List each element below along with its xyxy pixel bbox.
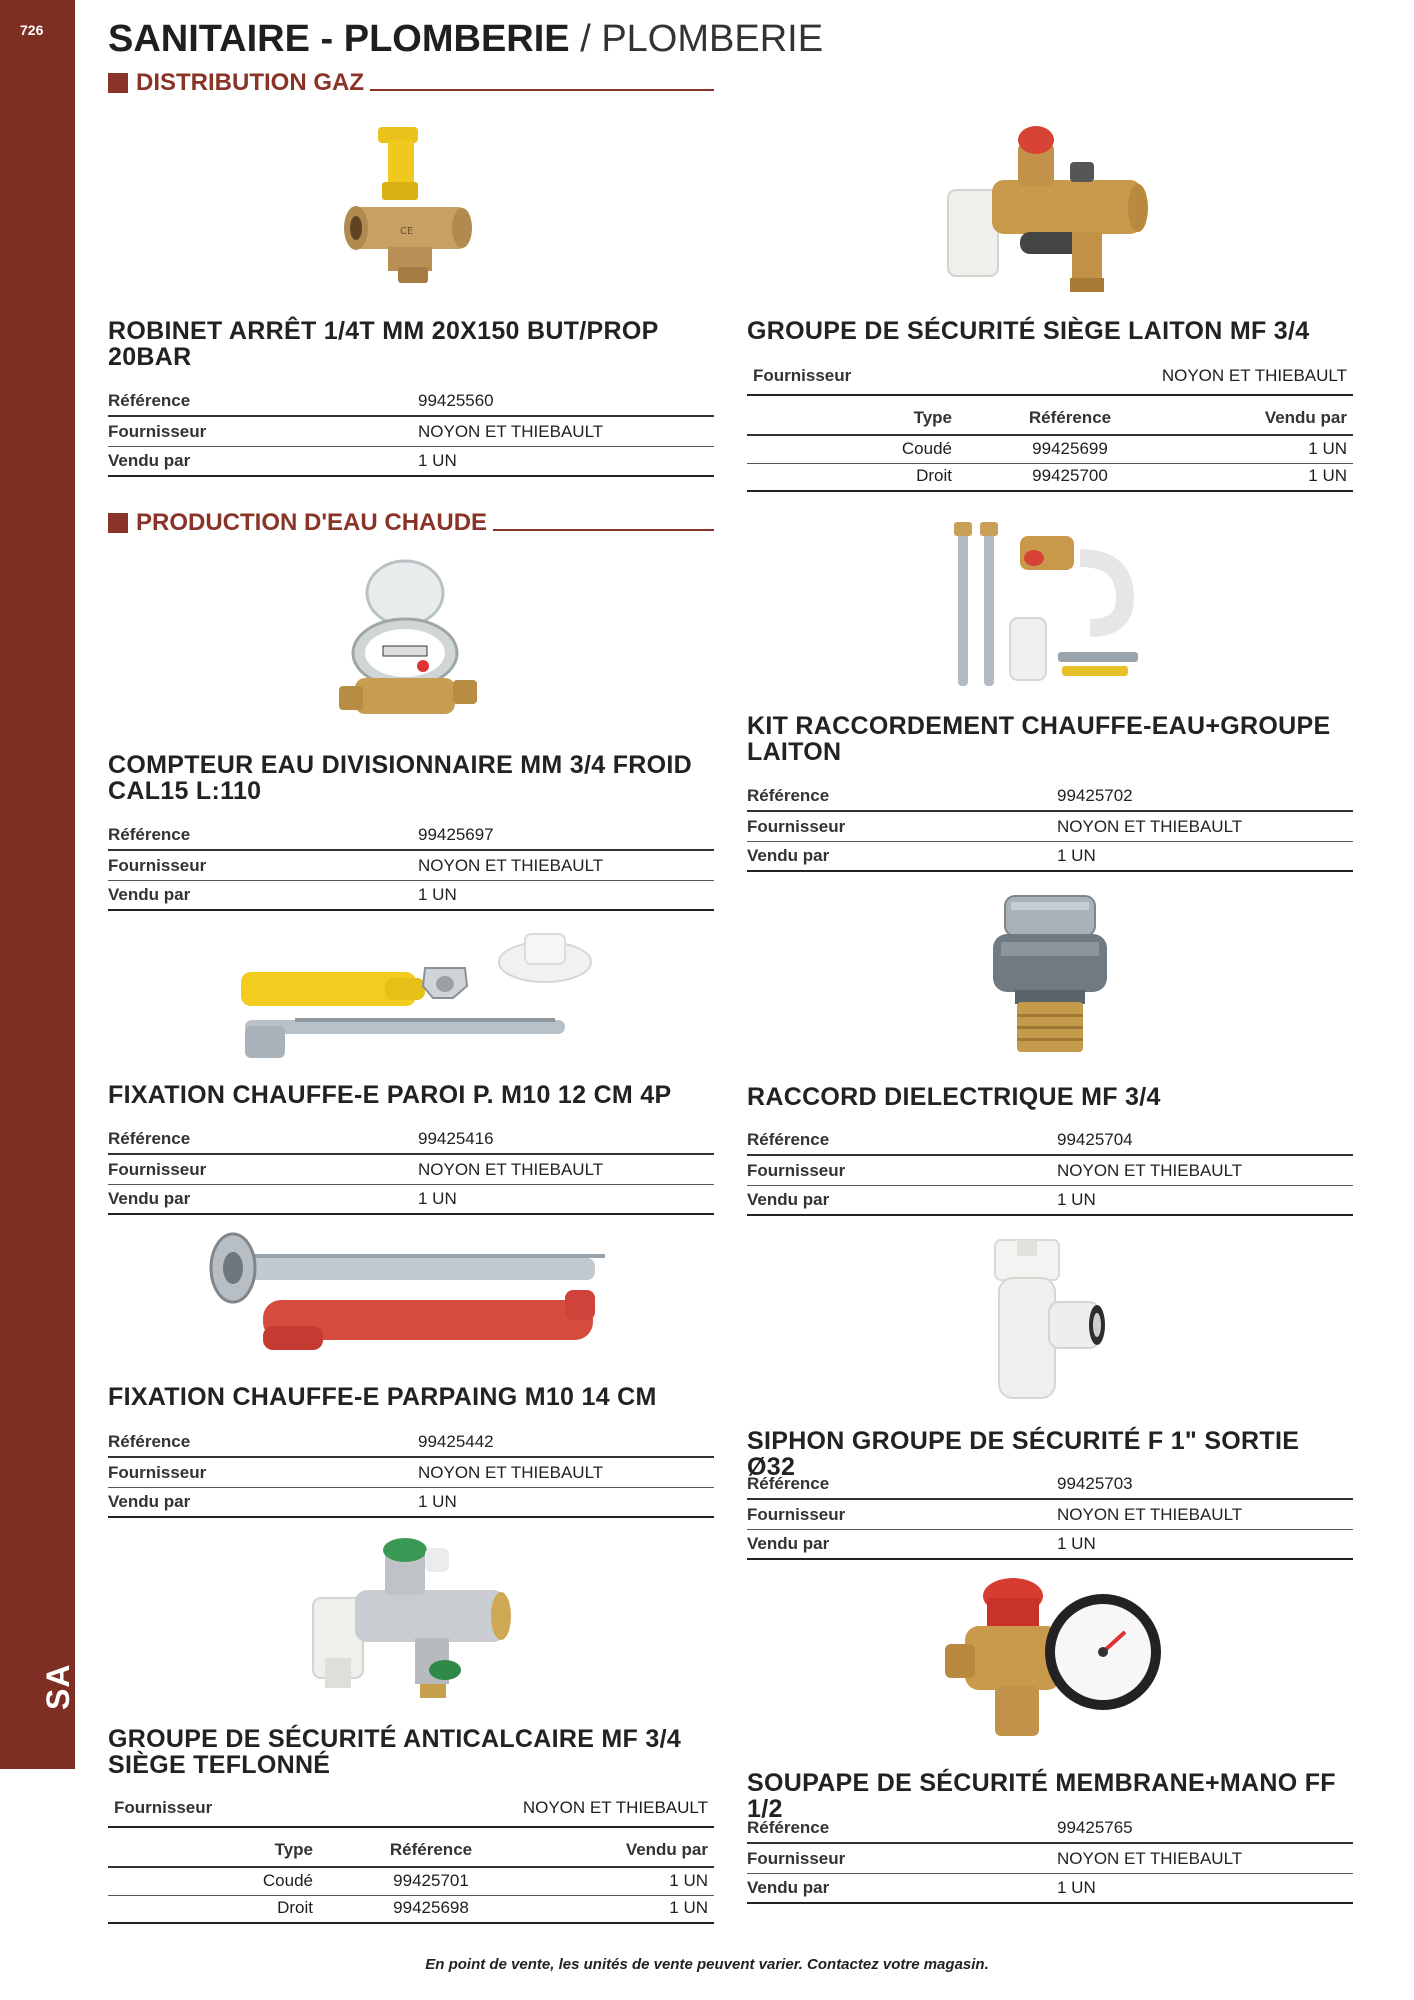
cell-vendu-par: 1 UN (669, 1871, 708, 1890)
spec-row-reference (108, 387, 714, 417)
spec-value-reference: 99425416 (418, 1129, 494, 1148)
spec-value-fournisseur: NOYON ET THIEBAULT (1057, 1505, 1243, 1524)
spec-value-vendu-par: 1 UN (1057, 1534, 1096, 1553)
spec-value-fournisseur: NOYON ET THIEBAULT (418, 1160, 604, 1179)
spec-row-reference (108, 1428, 714, 1458)
spec-row-reference (108, 1125, 714, 1155)
cell-reference: 99425698 (393, 1898, 469, 1917)
section-tab: SA (40, 1663, 76, 1710)
spec-value-fournisseur: NOYON ET THIEBAULT (1057, 1161, 1243, 1180)
column-header-reference: Référence (1028, 408, 1112, 427)
spec-label-fournisseur: Fournisseur (747, 1849, 846, 1868)
soupape-image (935, 1574, 1165, 1749)
cell-type: Coudé (901, 439, 952, 458)
spec-row-vendu-par (747, 1874, 1353, 1904)
variant-value-fournisseur: NOYON ET THIEBAULT (1161, 366, 1347, 385)
section-heading-eau-chaude (108, 508, 714, 538)
spec-value-vendu-par: 1 UN (1057, 1190, 1096, 1209)
cell-type: Coudé (262, 1871, 313, 1890)
table-row (747, 436, 1353, 464)
spec-value-reference: 99425765 (1057, 1818, 1133, 1837)
spec-row-reference (747, 1126, 1353, 1156)
variant-table-header (108, 1828, 714, 1868)
spec-value-vendu-par: 1 UN (418, 1492, 457, 1511)
spec-label-reference: Référence (108, 1432, 191, 1451)
spec-value-reference: 99425697 (418, 825, 494, 844)
cell-vendu-par: 1 UN (1308, 439, 1347, 458)
variant-supplier-row (747, 362, 1353, 396)
footer-note: En point de vente, les unités de vente peuvent varier. Contactez votre magasin. (425, 1956, 989, 1973)
spec-value-vendu-par: 1 UN (418, 885, 457, 904)
spec-table-kit (747, 782, 1353, 872)
cell-type: Droit (916, 466, 952, 485)
spec-label-reference: Référence (747, 1474, 830, 1493)
table-row (747, 464, 1353, 492)
variant-label-fournisseur: Fournisseur (114, 1798, 213, 1817)
svg-text:CE: CE (400, 226, 414, 237)
spec-value-fournisseur: NOYON ET THIEBAULT (418, 1463, 604, 1482)
spec-value-reference: 99425702 (1057, 786, 1133, 805)
product-title-groupe-laiton: GROUPE DE SÉCURITÉ SIÈGE LAITON MF 3/4 (747, 317, 1310, 345)
spec-row-vendu-par (747, 1186, 1353, 1216)
spec-value-vendu-par: 1 UN (418, 1189, 457, 1208)
product-title-fixation-parpaing: FIXATION CHAUFFE-E PARPAING M10 14 CM (108, 1383, 657, 1411)
product-title-compteur: COMPTEUR EAU DIVISIONNAIRE MM 3/4 FROID CAL15 L:110 (108, 751, 692, 805)
spec-value-vendu-par: 1 UN (1057, 846, 1096, 865)
variant-label-fournisseur: Fournisseur (753, 366, 852, 385)
raccord-image (985, 890, 1115, 1060)
page-title (108, 18, 823, 61)
spec-table-siphon (747, 1470, 1353, 1560)
spec-table-robinet (108, 387, 714, 477)
spec-value-reference: 99425704 (1057, 1130, 1133, 1149)
spec-label-vendu-par: Vendu par (108, 1492, 191, 1511)
spec-table-fixation-paroi (108, 1125, 714, 1215)
spec-label-vendu-par: Vendu par (108, 1189, 191, 1208)
spec-row-fournisseur (747, 812, 1353, 842)
product-title-raccord: RACCORD DIELECTRIQUE MF 3/4 (747, 1083, 1161, 1111)
spec-label-fournisseur: Fournisseur (108, 1160, 207, 1179)
product-title-groupe-anticalcaire: GROUPE DE SÉCURITÉ ANTICALCAIRE MF 3/4 SIÈGE TEFLONNÉ (108, 1725, 682, 1779)
spec-label-fournisseur: Fournisseur (747, 817, 846, 836)
spec-table-compteur (108, 821, 714, 911)
spec-label-vendu-par: Vendu par (747, 1878, 830, 1897)
spec-value-fournisseur: NOYON ET THIEBAULT (418, 856, 604, 875)
spec-value-reference: 99425442 (418, 1432, 494, 1451)
table-row (108, 1868, 714, 1896)
siphon-image (985, 1234, 1115, 1409)
page-title-main: SANITAIRE - PLOMBERIE (108, 18, 570, 60)
column-header-type: Type (913, 408, 952, 427)
spec-row-fournisseur (108, 851, 714, 881)
spec-table-soupape (747, 1814, 1353, 1904)
spec-label-reference: Référence (747, 786, 830, 805)
section-heading-text: DISTRIBUTION GAZ (136, 69, 364, 96)
section-rule (493, 529, 714, 531)
variant-table-groupe-laiton (747, 362, 1353, 492)
spec-row-vendu-par (747, 1530, 1353, 1560)
cell-reference: 99425701 (393, 1871, 469, 1890)
spec-label-fournisseur: Fournisseur (108, 1463, 207, 1482)
spec-row-reference (747, 782, 1353, 812)
spec-row-vendu-par (747, 842, 1353, 872)
spec-value-fournisseur: NOYON ET THIEBAULT (1057, 817, 1243, 836)
product-title-robinet: ROBINET ARRÊT 1/4T MM 20X150 BUT/PROP 20BAR (108, 317, 659, 371)
variant-table-groupe-anticalcaire (108, 1794, 714, 1924)
cell-vendu-par: 1 UN (1308, 466, 1347, 485)
spec-row-vendu-par (108, 1488, 714, 1518)
spec-value-reference: 99425560 (418, 391, 494, 410)
product-title-soupape: SOUPAPE DE SÉCURITÉ MEMBRANE+MANO FF 1/2 (747, 1769, 1336, 1823)
spec-label-vendu-par: Vendu par (108, 451, 191, 470)
product-title-siphon: SIPHON GROUPE DE SÉCURITÉ F 1" SORTIE Ø32 (747, 1427, 1300, 1481)
spec-row-fournisseur (747, 1844, 1353, 1874)
spec-label-vendu-par: Vendu par (747, 1534, 830, 1553)
variant-table-header (747, 396, 1353, 436)
spec-label-reference: Référence (747, 1130, 830, 1149)
robinet-image (340, 122, 480, 297)
cell-reference: 99425700 (1032, 466, 1108, 485)
spec-row-reference (108, 821, 714, 851)
column-header-type: Type (274, 1840, 313, 1859)
spec-row-fournisseur (108, 417, 714, 447)
spec-label-fournisseur: Fournisseur (108, 856, 207, 875)
spec-label-reference: Référence (108, 1129, 191, 1148)
cell-vendu-par: 1 UN (669, 1898, 708, 1917)
spec-row-vendu-par (108, 881, 714, 911)
variant-supplier-row (108, 1794, 714, 1828)
spec-row-vendu-par (108, 1185, 714, 1215)
spec-table-raccord (747, 1126, 1353, 1216)
column-header-vendu-par: Vendu par (1264, 408, 1347, 427)
spec-row-reference (747, 1814, 1353, 1844)
spec-label-fournisseur: Fournisseur (747, 1161, 846, 1180)
spec-row-reference (747, 1470, 1353, 1500)
section-square-icon (108, 73, 128, 93)
groupe-laiton-image (940, 122, 1155, 297)
column-header-reference: Référence (389, 1840, 473, 1859)
spec-value-vendu-par: 1 UN (418, 451, 457, 470)
spec-row-fournisseur (108, 1155, 714, 1185)
spec-value-fournisseur: NOYON ET THIEBAULT (418, 422, 604, 441)
fixation-paroi-image (235, 922, 595, 1062)
spec-label-reference: Référence (108, 825, 191, 844)
section-rule (370, 89, 714, 91)
spec-value-fournisseur: NOYON ET THIEBAULT (1057, 1849, 1243, 1868)
section-square-icon (108, 513, 128, 533)
spec-row-fournisseur (747, 1156, 1353, 1186)
spec-label-reference: Référence (747, 1818, 830, 1837)
spec-label-vendu-par: Vendu par (747, 846, 830, 865)
kit-image (950, 518, 1155, 693)
spec-row-vendu-par (108, 447, 714, 477)
spec-label-vendu-par: Vendu par (747, 1190, 830, 1209)
table-row (108, 1896, 714, 1924)
section-heading-text: PRODUCTION D'EAU CHAUDE (136, 509, 488, 536)
groupe-anticalcaire-image (305, 1528, 520, 1703)
cell-type: Droit (277, 1898, 313, 1917)
sidebar-band (0, 0, 75, 1769)
spec-row-fournisseur (108, 1458, 714, 1488)
section-heading-gaz (108, 68, 714, 98)
variant-value-fournisseur: NOYON ET THIEBAULT (522, 1798, 708, 1817)
spec-value-reference: 99425703 (1057, 1474, 1133, 1493)
spec-label-vendu-par: Vendu par (108, 885, 191, 904)
spec-table-fixation-parpaing (108, 1428, 714, 1518)
page-number: 726 (20, 22, 44, 38)
cell-reference: 99425699 (1032, 439, 1108, 458)
page-title-sub: / PLOMBERIE (569, 18, 824, 60)
spec-label-fournisseur: Fournisseur (747, 1505, 846, 1524)
spec-row-fournisseur (747, 1500, 1353, 1530)
product-title-fixation-paroi: FIXATION CHAUFFE-E PAROI P. M10 12 CM 4P (108, 1081, 672, 1109)
spec-value-vendu-par: 1 UN (1057, 1878, 1096, 1897)
product-title-kit: KIT RACCORDEMENT CHAUFFE-EAU+GROUPE LAITON (747, 712, 1331, 766)
column-header-vendu-par: Vendu par (625, 1840, 708, 1859)
spec-label-fournisseur: Fournisseur (108, 422, 207, 441)
fixation-parpaing-image (205, 1228, 625, 1363)
compteur-image (335, 558, 485, 728)
spec-label-reference: Référence (108, 391, 191, 410)
